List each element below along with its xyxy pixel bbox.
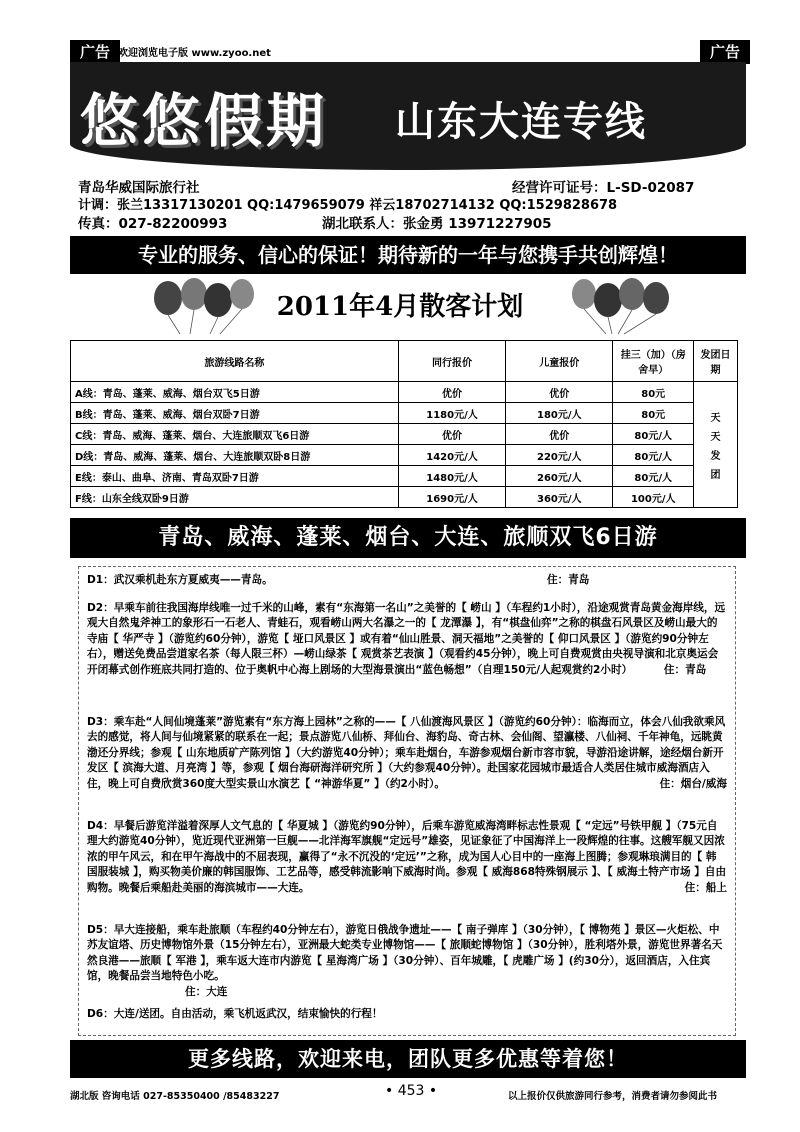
adult-price-cell: 1180元/人 <box>398 403 505 424</box>
site-url[interactable]: 欢迎浏览电子版 www.zyoo.net <box>118 48 271 59</box>
child-price-cell: 优价 <box>506 424 613 445</box>
route-cell: F线：山东全线双卧9日游 <box>71 487 399 508</box>
extra-cell: 80元/人 <box>613 424 694 445</box>
license-number: 经营许可证号：L-SD-02087 <box>512 180 695 196</box>
header-child-price: 儿童报价 <box>506 341 613 382</box>
adult-price-cell: 1690元/人 <box>398 487 505 508</box>
price-table-header <box>71 341 738 382</box>
brand-name: 悠悠假期 <box>80 87 329 155</box>
contact-line: 计调：张兰13317130201 QQ:1479659079 祥云18702714132 QQ:1529828678 <box>78 198 618 213</box>
footer-disclaimer: 以上报价仅供旅游同行参考，消费者请勿参阅此书 <box>508 1091 718 1102</box>
adult-price-cell: 1420元/人 <box>398 445 505 466</box>
day-stay: 住：船上 <box>684 881 727 894</box>
day-text: D3：乘车赴“人间仙境蓬莱”游览素有“东方海上园林”之称的——【 八仙渡海风景区 】（游览约60分钟）：临海而立，体会八仙我欲乘风去的感觉，将人间与仙境紧紧的联系在一起；景点游览八仙桥、拜仙台、海豹岛、奇古林、会仙阁、望瀛楼、八仙祠、千年神龟，远眺黄渤还分界线；参观【 山东地质矿产陈列馆 】（大约游览40分钟）；乘车赴烟台，车游参观烟台新市容市貌，导游沿途讲解，途经烟台新开发区【 滨海大道、月亮湾 】等，参观【 烟台海研海洋研究所 】（大约参观40分钟）。赴国家花园城市最适合人类居住城市威海酒店入住，晚上可自费欣赏360度大型实景山水演艺【 “神游华夏” 】（约2小时）。 <box>87 716 726 790</box>
ad-tag-left: 广告 <box>70 40 120 64</box>
route-cell: C线：青岛、威海、蓬莱、烟台、大连旅顺双飞6日游 <box>71 424 399 445</box>
adult-price-cell: 优价 <box>398 382 505 403</box>
header-adult-price: 同行报价 <box>398 341 505 382</box>
slogan-top: 专业的服务、信心的保证！期待新的一年与您携手共创辉煌！ <box>70 236 746 274</box>
day-text: D2：早乘车前往我国海岸线唯一过千米的山峰，素有“东海第一名山”之美誉的【 崂山 】（车程约1小时），沿途观赏青岛黄金海岸线，远观大自然鬼斧神工的象形石一石老人、青蛙石，观看崂山两大名瀑之一的【 龙潭瀑 】，有“棋盘仙弈”之称的棋盘石风景区及崂山最大的寺庙【 华严寺 】（游览约60分钟），游览【 垭口风景区 】或有着“仙山胜景、洞天福地”之美誉的【 仰口风景区 】（游览约90分钟左右），赠送免费品尝道家名茶（每人限三杯）—崂山绿茶【 观赏茶艺表演 】（观看约45分钟），晚上可自费观赏由央视导演和北京奥运会开闭幕式创作班底共同打造的、位于奥帆中心海上剧场的大型海景演出“蓝色畅想”（自理150元/人起观赏约2小时） <box>87 602 726 676</box>
day-text: D1：武汉乘机赴东方夏威夷——青岛。 <box>87 574 273 586</box>
day-3 <box>87 715 727 792</box>
price-table <box>70 340 738 508</box>
day-1 <box>87 573 727 588</box>
departure-char: 天 <box>710 412 721 424</box>
ad-tag-right: 广告 <box>700 40 750 64</box>
table-row <box>71 382 738 403</box>
departure-char: 天 <box>710 431 721 443</box>
route-cell: E线：泰山、曲阜、济南、青岛双卧7日游 <box>71 466 399 487</box>
slogan-bottom: 更多线路，欢迎来电，团队更多优惠等着您！ <box>70 1040 746 1078</box>
day-5 <box>87 923 727 1000</box>
day-text: D5：早大连接船，乘车赴旅顺（车程约40分钟左右），游览日俄战争遗址——【 南子弹库 】（30分钟），【 博物苑 】景区—火炬松、中苏友谊塔、历史博物馆外景（15分钟左右），亚洲最大蛇类专业博物馆——【 旅顺蛇博物馆 】（30分钟），胜利塔外景，游览世界著名天然良港——旅顺【 军港 】，乘车返大连市内游览【 星海湾广场 】（30分钟）、百年城雕，【 虎雕广场 】(约30分），返回酒店，入住宾馆，晚餐品尝当地特色小吃。 <box>87 924 723 983</box>
page-number: • 453 • <box>385 1083 438 1099</box>
departure-char: 发 <box>710 450 721 462</box>
day-stay: 住：大连 <box>185 985 228 998</box>
child-price-cell: 260元/人 <box>506 466 613 487</box>
day-text: D4：早餐后游览洋溢着深厚人文气息的【 华夏城 】（游览约90分钟），后乘车游览威海湾畔标志性景观【 “定远”号铁甲舰 】（75元自理大约游览40分钟），览近现代亚洲第一巨舰——北洋海军旗舰“定远号”雄姿，见证象征了中国海洋上一段辉煌的往事。这艘军舰又因浓浓的甲午风云，和在甲午海战中的不屈表现，赢得了“永不沉没的‘定远’”之称，成为国人心目中的一座海上图腾；参观琳琅满目的【 韩国服装城 】，购买物美价廉的韩国服饰、工艺品等，感受韩流影响下威海时尚。参观【 威海868特殊钢展示 】、【 威海土特产市场 】自由购物。晚餐后乘船赴美丽的海滨城市——大连。 <box>87 820 727 894</box>
child-price-cell: 220元/人 <box>506 445 613 466</box>
extra-cell: 80元/人 <box>613 445 694 466</box>
header-departure: 发团日期 <box>694 341 738 382</box>
header-extra-bed: 挂三（加）（房舍早） <box>613 341 694 382</box>
adult-price-cell: 优价 <box>398 424 505 445</box>
table-row <box>71 466 738 487</box>
day-2 <box>87 601 727 678</box>
day-stay: 住：烟台/威海 <box>659 777 727 790</box>
table-row <box>71 403 738 424</box>
day-4 <box>87 819 727 896</box>
day-stay: 住：青岛 <box>547 574 590 586</box>
route-cell: A线：青岛、蓬莱、威海、烟台双飞5日游 <box>71 382 399 403</box>
child-price-cell: 优价 <box>506 382 613 403</box>
table-row <box>71 487 738 508</box>
table-row <box>71 445 738 466</box>
plan-title: 2011年4月散客计划 <box>276 292 524 322</box>
departure-char: 团 <box>710 469 721 481</box>
route-cell: B线：青岛、蓬莱、威海、烟台双卧7日游 <box>71 403 399 424</box>
extra-cell: 100元/人 <box>613 487 694 508</box>
departure-cell <box>694 382 738 508</box>
header-route: 旅游线路名称 <box>71 341 399 382</box>
itinerary-box <box>78 566 736 1036</box>
itinerary-title: 青岛、威海、蓬莱、烟台、大连、旅顺双飞6日游 <box>70 518 746 558</box>
fax-number: 传真：027-82200993 <box>78 216 228 232</box>
day-text: D6：大连/送团。自由活动，乘飞机返武汉，结束愉快的行程！ <box>87 1008 383 1020</box>
day-6 <box>87 1007 727 1022</box>
table-row <box>71 424 738 445</box>
adult-price-cell: 1480元/人 <box>398 466 505 487</box>
child-price-cell: 360元/人 <box>506 487 613 508</box>
agency-name: 青岛华威国际旅行社 <box>78 180 200 196</box>
route-title: 山东大连专线 <box>395 99 647 145</box>
extra-cell: 80元/人 <box>613 466 694 487</box>
day-stay: 住：青岛 <box>663 663 707 676</box>
hubei-contact: 湖北联系人：张金勇 13971227905 <box>322 216 552 232</box>
child-price-cell: 180元/人 <box>506 403 613 424</box>
footer-contact: 湖北版 咨询电话 027-85350400 /85483227 <box>70 1091 280 1102</box>
route-cell: D线：青岛、威海、蓬莱、烟台、大连旅顺双卧8日游 <box>71 445 399 466</box>
extra-cell: 80元 <box>613 403 694 424</box>
extra-cell: 80元 <box>613 382 694 403</box>
